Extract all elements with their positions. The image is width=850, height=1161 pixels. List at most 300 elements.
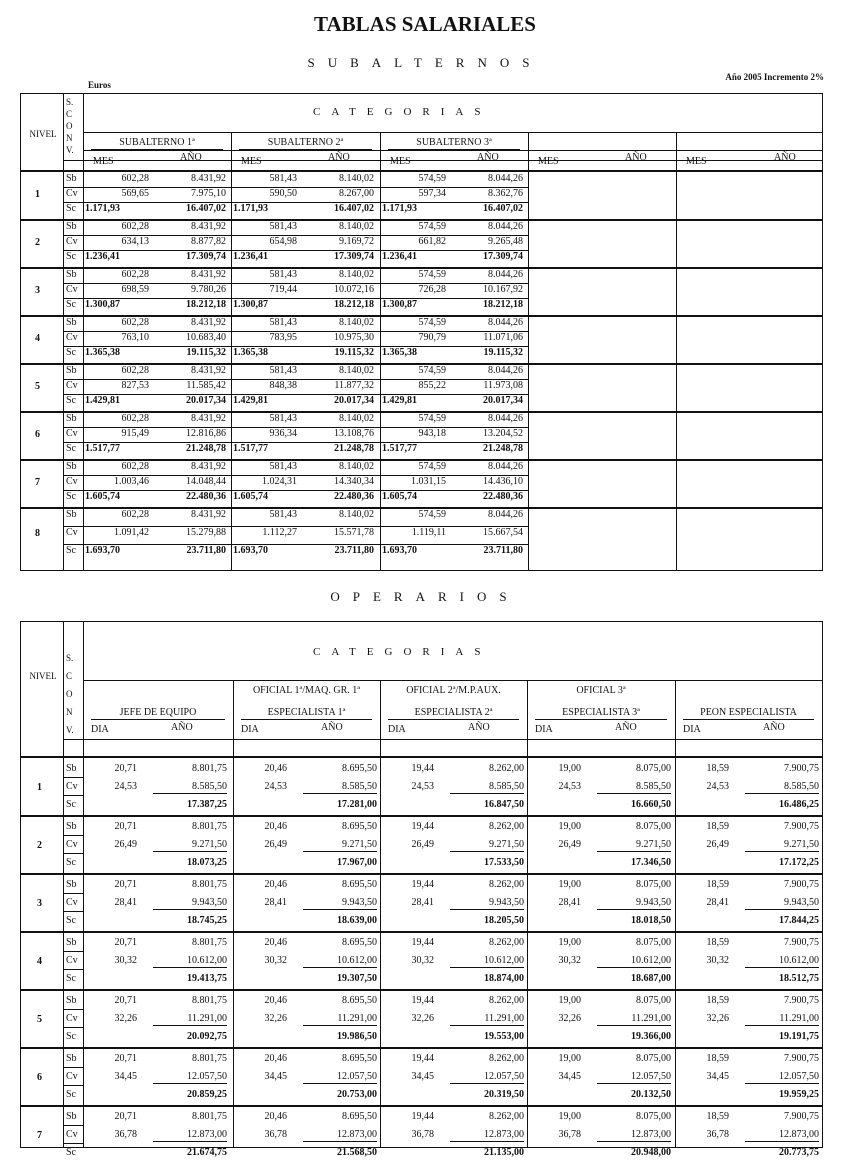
sb-ano: 8.695,50 [342, 821, 377, 832]
nivel-number: 2 [37, 840, 42, 851]
row-type-label: Cv [66, 284, 78, 295]
salary-mes: 790,79 [418, 332, 446, 343]
salary-ano: 21.248,78 [186, 443, 226, 454]
sb-dia: 18,59 [706, 879, 729, 890]
cv-dia: 30,32 [411, 955, 434, 966]
sb-dia: 20,71 [114, 1053, 137, 1064]
salary-mes: 1.236,41 [85, 251, 120, 262]
cv-ano: 11.291,00 [597, 1013, 671, 1026]
row-type-label: Sb [66, 173, 77, 184]
row-type-label: Sc [66, 395, 76, 406]
cv-ano: 10.612,00 [597, 955, 671, 968]
salary-ano: 8.140,02 [339, 413, 374, 424]
divider [21, 756, 822, 758]
sb-dia: 18,59 [706, 763, 729, 774]
salary-ano: 11.877,32 [334, 380, 374, 391]
row-type-label: Sb [66, 269, 77, 280]
sb-ano: 8.801,75 [192, 879, 227, 890]
sc-total: 18.639,00 [337, 915, 377, 926]
row-type-label: Sb [66, 995, 77, 1006]
divider [83, 680, 822, 681]
category-header: SUBALTERNO 2ª [239, 137, 372, 150]
row-type-label: Cv [66, 476, 78, 487]
salary-mes: 574,59 [418, 413, 446, 424]
row-type-label: Sb [66, 1111, 77, 1122]
salary-ano: 8.140,02 [339, 317, 374, 328]
salary-ano: 8.140,02 [339, 365, 374, 376]
col-ano-header: AÑO [321, 722, 343, 733]
sb-ano: 8.801,75 [192, 937, 227, 948]
row-type-label: Sb [66, 509, 77, 520]
col-ano-header: AÑO [774, 152, 796, 163]
salary-ano: 8.140,02 [339, 221, 374, 232]
sb-ano: 8.075,00 [636, 1111, 671, 1122]
salary-mes: 855,22 [418, 380, 446, 391]
salary-mes: 698,59 [121, 284, 149, 295]
divider [83, 94, 84, 570]
sc-total: 17.844,25 [779, 915, 819, 926]
divider [21, 989, 822, 991]
salary-ano: 11.071,06 [483, 332, 523, 343]
category-header-line2: ESPECIALISTA 2ª [388, 707, 519, 720]
cv-dia: 26,49 [264, 839, 287, 850]
row-type-label: Cv [66, 1013, 78, 1024]
divider [63, 969, 83, 970]
sb-ano: 8.075,00 [636, 1053, 671, 1064]
salary-mes: 602,28 [121, 365, 149, 376]
salary-mes: 1.429,81 [85, 395, 120, 406]
col-mes-header: MES [93, 156, 114, 167]
nivel-label: NIVEL [29, 129, 57, 139]
operarios-table [20, 621, 823, 1158]
salary-ano: 8.431,92 [191, 221, 226, 232]
salary-mes: 1.236,41 [382, 251, 417, 262]
sb-dia: 19,44 [411, 763, 434, 774]
sc-total: 19.366,00 [631, 1031, 671, 1042]
currency-label: Euros [88, 80, 111, 90]
salary-mes: 1.605,74 [382, 491, 417, 502]
sb-ano: 8.075,00 [636, 821, 671, 832]
divider [63, 795, 83, 796]
sc-total: 20.092,75 [187, 1031, 227, 1042]
cv-dia: 24,53 [114, 781, 137, 792]
cv-dia: 26,49 [706, 839, 729, 850]
salary-ano: 8.044,26 [488, 269, 523, 280]
cv-ano: 8.585,50 [450, 781, 524, 794]
sc-total: 16.847,50 [484, 799, 524, 810]
sc-total: 21.674,75 [187, 1147, 227, 1158]
sc-total: 19.553,00 [484, 1031, 524, 1042]
cv-dia: 32,26 [558, 1013, 581, 1024]
cv-dia: 24,53 [411, 781, 434, 792]
row-type-label: Sb [66, 937, 77, 948]
col-dia-header: DIA [388, 724, 406, 735]
salary-mes: 569,65 [121, 188, 149, 199]
sc-total: 21.568,50 [337, 1147, 377, 1158]
salary-ano: 8.431,92 [191, 317, 226, 328]
salary-ano: 13.108,76 [334, 428, 374, 439]
cv-dia: 36,78 [411, 1129, 434, 1140]
sb-dia: 18,59 [706, 821, 729, 832]
sb-dia: 19,00 [558, 1053, 581, 1064]
cv-dia: 26,49 [558, 839, 581, 850]
sb-ano: 8.801,75 [192, 763, 227, 774]
salary-mes: 581,43 [269, 413, 297, 424]
sconv-letter: O [66, 121, 73, 131]
cv-dia: 34,45 [114, 1071, 137, 1082]
row-type-label: Cv [66, 188, 78, 199]
salary-ano: 9.265,48 [488, 236, 523, 247]
nivel-number: 5 [37, 1014, 42, 1025]
salary-ano: 8.267,00 [339, 188, 374, 199]
col-dia-header: DIA [241, 724, 259, 735]
sb-ano: 8.801,75 [192, 821, 227, 832]
cv-dia: 28,41 [558, 897, 581, 908]
salary-mes: 574,59 [418, 221, 446, 232]
salary-mes: 1.429,81 [382, 395, 417, 406]
divider [63, 853, 83, 854]
salary-ano: 23.711,80 [334, 545, 374, 556]
salary-mes: 1.171,93 [233, 203, 268, 214]
divider [676, 132, 677, 570]
sb-ano: 7.900,75 [784, 1053, 819, 1064]
sc-total: 18.018,50 [631, 915, 671, 926]
cv-ano: 9.271,50 [745, 839, 819, 852]
row-type-label: Sb [66, 763, 77, 774]
salary-ano: 19.115,32 [334, 347, 374, 358]
row-type-label: Sb [66, 821, 77, 832]
sb-dia: 19,44 [411, 821, 434, 832]
salary-mes: 936,34 [269, 428, 297, 439]
cv-dia: 24,53 [264, 781, 287, 792]
salary-mes: 1.024,31 [262, 476, 297, 487]
nivel-number: 4 [37, 956, 42, 967]
cv-dia: 34,45 [706, 1071, 729, 1082]
sb-ano: 8.075,00 [636, 763, 671, 774]
row-type-label: Cv [66, 839, 78, 850]
sc-total: 16.660,50 [631, 799, 671, 810]
salary-mes: 1.517,77 [382, 443, 417, 454]
cv-dia: 36,78 [114, 1129, 137, 1140]
salary-mes: 848,38 [269, 380, 297, 391]
sb-ano: 8.695,50 [342, 937, 377, 948]
salary-ano: 13.204,52 [483, 428, 523, 439]
salary-ano: 16.407,02 [334, 203, 374, 214]
nivel-number: 2 [35, 237, 40, 248]
divider [63, 739, 822, 740]
cv-dia: 28,41 [114, 897, 137, 908]
salary-mes: 783,95 [269, 332, 297, 343]
cv-ano: 12.057,50 [153, 1071, 227, 1084]
col-ano-header: AÑO [763, 722, 785, 733]
salary-ano: 15.667,54 [483, 527, 523, 538]
salary-mes: 581,43 [269, 365, 297, 376]
salary-ano: 22.480,36 [483, 491, 523, 502]
salary-mes: 1.236,41 [233, 251, 268, 262]
cv-ano: 9.943,50 [303, 897, 377, 910]
sb-ano: 8.075,00 [636, 879, 671, 890]
sb-ano: 7.900,75 [784, 879, 819, 890]
salary-mes: 574,59 [418, 173, 446, 184]
sc-total: 20.132,50 [631, 1089, 671, 1100]
category-header-line2: ESPECIALISTA 3ª [535, 707, 667, 720]
cv-ano: 12.873,00 [153, 1129, 227, 1142]
row-type-label: Sc [66, 1089, 76, 1100]
salary-ano: 8.431,92 [191, 269, 226, 280]
salary-ano: 17.309,74 [186, 251, 226, 262]
salary-mes: 1.517,77 [85, 443, 120, 454]
sb-dia: 20,71 [114, 995, 137, 1006]
salary-mes: 1.112,27 [262, 527, 297, 538]
sb-ano: 8.262,00 [489, 1053, 524, 1064]
salary-mes: 661,82 [418, 236, 446, 247]
divider [380, 680, 381, 1147]
salary-ano: 8.431,92 [191, 509, 226, 520]
col-ano-header: AÑO [180, 152, 202, 163]
sc-total: 18.687,00 [631, 973, 671, 984]
divider [21, 873, 822, 875]
operarios-section-title: OPERARIOS [330, 589, 520, 604]
salary-mes: 581,43 [269, 461, 297, 472]
category-header-line2: JEFE DE EQUIPO [91, 707, 225, 720]
cv-ano: 10.612,00 [450, 955, 524, 968]
sb-ano: 7.900,75 [784, 995, 819, 1006]
divider [21, 170, 822, 172]
salary-mes: 597,34 [418, 188, 446, 199]
salary-ano: 8.044,26 [488, 173, 523, 184]
salary-mes: 1.031,15 [411, 476, 446, 487]
cv-ano: 8.585,50 [303, 781, 377, 794]
salary-mes: 634,13 [121, 236, 149, 247]
cv-dia: 34,45 [264, 1071, 287, 1082]
sb-dia: 20,46 [264, 1053, 287, 1064]
nivel-number: 3 [35, 285, 40, 296]
sc-total: 17.533,50 [484, 857, 524, 868]
row-type-label: Cv [66, 428, 78, 439]
col-ano-header: AÑO [625, 152, 647, 163]
cv-ano: 9.271,50 [450, 839, 524, 852]
row-type-label: Sc [66, 347, 76, 358]
col-dia-header: DIA [91, 724, 109, 735]
col-ano-header: AÑO [328, 152, 350, 163]
sc-total: 17.387,25 [187, 799, 227, 810]
cv-dia: 24,53 [706, 781, 729, 792]
cv-dia: 30,32 [706, 955, 729, 966]
sconv-letter: N [66, 133, 73, 143]
sc-total: 18.205,50 [484, 915, 524, 926]
salary-mes: 1.693,70 [233, 545, 268, 556]
sb-ano: 7.900,75 [784, 1111, 819, 1122]
year-note: Año 2005 Incremento 2% [725, 72, 824, 82]
nivel-number: 6 [37, 1072, 42, 1083]
sb-dia: 18,59 [706, 1111, 729, 1122]
salary-ano: 22.480,36 [186, 491, 226, 502]
salary-mes: 1.365,38 [85, 347, 120, 358]
nivel-number: 7 [37, 1130, 42, 1141]
cv-ano: 8.585,50 [745, 781, 819, 794]
sb-dia: 20,46 [264, 763, 287, 774]
cv-dia: 32,26 [264, 1013, 287, 1024]
nivel-number: 8 [35, 528, 40, 539]
sb-ano: 7.900,75 [784, 821, 819, 832]
row-type-label: Cv [66, 955, 78, 966]
salary-mes: 1.693,70 [85, 545, 120, 556]
salary-mes: 943,18 [418, 428, 446, 439]
salary-mes: 1.171,93 [382, 203, 417, 214]
salary-ano: 8.877,82 [191, 236, 226, 247]
row-type-label: Sb [66, 413, 77, 424]
divider [63, 1125, 83, 1126]
salary-mes: 574,59 [418, 509, 446, 520]
divider [21, 1105, 822, 1107]
salary-mes: 574,59 [418, 365, 446, 376]
col-dia-header: DIA [535, 724, 553, 735]
nivel-number: 1 [37, 782, 42, 793]
salary-mes: 574,59 [418, 317, 446, 328]
salary-mes: 1.365,38 [233, 347, 268, 358]
salary-mes: 602,28 [121, 317, 149, 328]
sb-ano: 8.695,50 [342, 763, 377, 774]
nivel-number: 6 [35, 429, 40, 440]
divider [675, 680, 676, 1147]
sc-total: 17.346,50 [631, 857, 671, 868]
salary-ano: 10.072,16 [334, 284, 374, 295]
salary-ano: 17.309,74 [334, 251, 374, 262]
sb-dia: 20,71 [114, 821, 137, 832]
sb-dia: 20,71 [114, 879, 137, 890]
sb-dia: 19,00 [558, 1111, 581, 1122]
cv-dia: 32,26 [411, 1013, 434, 1024]
row-type-label: Cv [66, 332, 78, 343]
divider [528, 132, 529, 570]
divider [21, 931, 822, 933]
salary-mes: 581,43 [269, 221, 297, 232]
salary-ano: 10.167,92 [483, 284, 523, 295]
row-type-label: Sc [66, 443, 76, 454]
cv-dia: 36,78 [264, 1129, 287, 1140]
salary-ano: 8.431,92 [191, 413, 226, 424]
row-type-label: Sb [66, 365, 77, 376]
cv-ano: 12.873,00 [597, 1129, 671, 1142]
divider [63, 1067, 83, 1068]
salary-ano: 18.212,18 [483, 299, 523, 310]
sc-total: 17.281,00 [337, 799, 377, 810]
cv-ano: 11.291,00 [303, 1013, 377, 1026]
cv-ano: 12.057,50 [745, 1071, 819, 1084]
cv-ano: 12.057,50 [450, 1071, 524, 1084]
sconv-letter: C [66, 109, 73, 119]
salary-ano: 21.248,78 [334, 443, 374, 454]
sb-ano: 8.801,75 [192, 1053, 227, 1064]
sconv-letter: V. [66, 725, 74, 735]
salary-mes: 1.693,70 [382, 545, 417, 556]
salary-ano: 23.711,80 [483, 545, 523, 556]
salary-ano: 8.044,26 [488, 221, 523, 232]
salary-mes: 590,50 [269, 188, 297, 199]
salary-ano: 11.973,08 [483, 380, 523, 391]
sc-total: 18.745,25 [187, 915, 227, 926]
category-header: SUBALTERNO 1ª [91, 137, 223, 150]
salary-ano: 9.169,72 [339, 236, 374, 247]
category-header-line2: ESPECIALISTA 1ª [241, 707, 372, 720]
sc-total: 19.413,75 [187, 973, 227, 984]
sb-dia: 20,71 [114, 1111, 137, 1122]
cv-ano: 11.291,00 [745, 1013, 819, 1026]
salary-ano: 15.279,88 [186, 527, 226, 538]
divider [63, 893, 83, 894]
salary-ano: 8.044,26 [488, 461, 523, 472]
salary-mes: 763,10 [121, 332, 149, 343]
salary-mes: 602,28 [121, 413, 149, 424]
cv-ano: 9.943,50 [745, 897, 819, 910]
salary-ano: 8.431,92 [191, 173, 226, 184]
cv-ano: 9.943,50 [597, 897, 671, 910]
sb-ano: 8.262,00 [489, 879, 524, 890]
categorias-label: CATEGORIAS [313, 646, 492, 658]
subalternos-table [20, 93, 823, 571]
salary-mes: 602,28 [121, 509, 149, 520]
divider [63, 951, 83, 952]
col-ano-header: AÑO [171, 722, 193, 733]
salary-ano: 21.248,78 [483, 443, 523, 454]
salary-mes: 1.091,42 [114, 527, 149, 538]
nivel-number: 4 [35, 333, 40, 344]
salary-ano: 8.362,76 [488, 188, 523, 199]
salary-mes: 602,28 [121, 173, 149, 184]
salary-mes: 1.300,87 [233, 299, 268, 310]
sc-total: 20.948,00 [631, 1147, 671, 1158]
cv-ano: 10.612,00 [303, 955, 377, 968]
sc-total: 16.486,25 [779, 799, 819, 810]
col-mes-header: MES [538, 156, 559, 167]
sc-total: 18.512,75 [779, 973, 819, 984]
salary-mes: 1.300,87 [85, 299, 120, 310]
category-header-line1: OFICIAL 1ª/MAQ. GR. 1ª [252, 685, 361, 696]
cv-dia: 28,41 [264, 897, 287, 908]
salary-ano: 8.044,26 [488, 365, 523, 376]
row-type-label: Sc [66, 491, 76, 502]
col-mes-header: MES [686, 156, 707, 167]
sb-ano: 8.075,00 [636, 995, 671, 1006]
divider [63, 911, 83, 912]
cv-ano: 9.271,50 [153, 839, 227, 852]
sb-dia: 20,46 [264, 995, 287, 1006]
sc-total: 20.773,75 [779, 1147, 819, 1158]
salary-mes: 654,98 [269, 236, 297, 247]
row-type-label: Cv [66, 781, 78, 792]
sb-ano: 7.900,75 [784, 937, 819, 948]
salary-mes: 915,49 [121, 428, 149, 439]
salary-mes: 581,43 [269, 269, 297, 280]
row-type-label: Sc [66, 203, 76, 214]
category-header-line1: OFICIAL 3ª [576, 685, 626, 696]
salary-ano: 19.115,32 [483, 347, 523, 358]
divider [63, 1009, 83, 1010]
sc-total: 21.135,00 [484, 1147, 524, 1158]
sb-dia: 19,00 [558, 879, 581, 890]
sb-dia: 18,59 [706, 995, 729, 1006]
sb-dia: 20,46 [264, 879, 287, 890]
cv-dia: 34,45 [558, 1071, 581, 1082]
divider [63, 1085, 83, 1086]
cv-ano: 10.612,00 [745, 955, 819, 968]
nivel-number: 5 [35, 381, 40, 392]
page-title: TABLAS SALARIALES [314, 12, 536, 36]
salary-ano: 22.480,36 [334, 491, 374, 502]
salary-mes: 602,28 [121, 221, 149, 232]
salary-ano: 16.407,02 [186, 203, 226, 214]
sb-dia: 18,59 [706, 937, 729, 948]
